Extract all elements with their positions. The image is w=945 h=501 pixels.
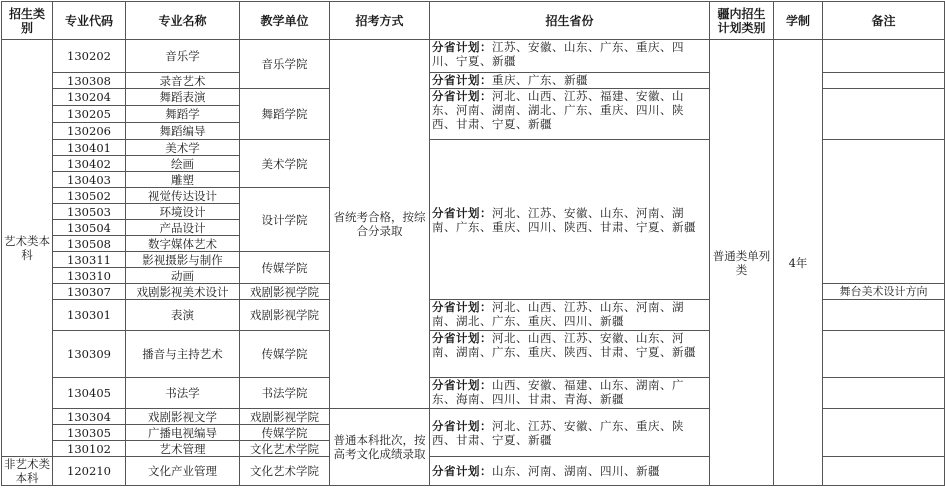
major-code: 130301: [53, 300, 126, 331]
header-code: 专业代码: [53, 2, 126, 40]
major-name: 舞蹈编导: [126, 123, 240, 140]
major-code: 130305: [53, 425, 126, 441]
major-code: 130311: [53, 252, 126, 268]
major-code: 130206: [53, 123, 126, 140]
province-list: 河北、江苏、安徽、广东、重庆、陕西、甘肃、宁夏、新疆: [432, 418, 684, 447]
header-method: 招考方式: [330, 2, 430, 40]
plan-label: 分省计划：: [432, 205, 492, 220]
remark-cell: [823, 331, 945, 378]
remark-cell: [823, 378, 945, 409]
unit-calligraphy: 书法学院: [240, 378, 330, 409]
major-code: 130102: [53, 441, 126, 457]
major-name: 视觉传达设计: [126, 188, 240, 204]
major-code: 130403: [53, 172, 126, 188]
major-code: 130202: [53, 40, 126, 73]
major-name: 表演: [126, 300, 240, 331]
unit-media: 传媒学院: [240, 331, 330, 378]
unit-fineart: 美术学院: [240, 140, 330, 188]
unit-culture: 文化艺术学院: [240, 457, 330, 486]
major-name: 绘画: [126, 156, 240, 172]
plan-label: 分省计划：: [432, 418, 492, 433]
plan-label: 分省计划：: [432, 40, 492, 54]
major-name: 戏剧影视文学: [126, 409, 240, 425]
major-name: 艺术管理: [126, 441, 240, 457]
province-list: 重庆、广东、新疆: [492, 73, 588, 87]
remark-cell: [823, 89, 945, 140]
major-name: 环境设计: [126, 204, 240, 220]
major-code: 130401: [53, 140, 126, 156]
province-group-7: [430, 378, 710, 409]
major-name: 音乐学: [126, 40, 240, 73]
major-code: 130310: [53, 268, 126, 284]
remark-cell: [823, 140, 945, 284]
major-name: 动画: [126, 268, 240, 284]
header-row: [2, 2, 945, 40]
major-code: 130402: [53, 156, 126, 172]
major-code: 130307: [53, 284, 126, 300]
major-code: 130503: [53, 204, 126, 220]
unit-dance: 舞蹈学院: [240, 89, 330, 140]
plan-label: 分省计划：: [432, 89, 492, 103]
major-code: 130304: [53, 409, 126, 425]
major-name: 播音与主持艺术: [126, 331, 240, 378]
province-list: 山西、安徽、福建、山东、湖南、广东、海南、四川、甘肃、青海、新疆: [432, 378, 684, 406]
major-code: 130308: [53, 73, 126, 89]
remark-cell: [823, 73, 945, 89]
plan-label: 分省计划：: [432, 331, 492, 345]
major-code: 130309: [53, 331, 126, 378]
province-group-2: [430, 73, 710, 89]
unit-culture: 文化艺术学院: [240, 441, 330, 457]
remark-cell: [823, 300, 945, 331]
header-unit: 教学单位: [240, 2, 330, 40]
header-category: 招生类别: [2, 2, 53, 40]
major-name: 产品设计: [126, 220, 240, 236]
major-code: 120210: [53, 457, 126, 486]
remark-cell: [823, 40, 945, 73]
major-name: 美术学: [126, 140, 240, 156]
province-list: 河北、山西、江苏、山东、河南、湖南、湖北、广东、重庆、四川、新疆: [432, 300, 684, 328]
duration: 4年: [774, 40, 823, 486]
province-group-6: [430, 331, 710, 378]
province-group-1: [430, 40, 710, 73]
header-duration: 学制: [774, 2, 823, 40]
major-name: 舞蹈学: [126, 106, 240, 123]
province-list: 江苏、安徽、山东、广东、重庆、四川、宁夏、新疆: [432, 40, 684, 68]
major-code: 130502: [53, 188, 126, 204]
major-name: 影视摄影与制作: [126, 252, 240, 268]
plan-label: 分省计划：: [432, 300, 492, 314]
province-group-9: [430, 457, 710, 486]
header-xinjiang: 疆内招生计划类别: [710, 2, 774, 40]
plan-label: 分省计划：: [432, 73, 492, 87]
major-code: 130405: [53, 378, 126, 409]
plan-label: 分省计划：: [432, 464, 492, 478]
province-list: 河北、山西、江苏、安徽、山东、河南、湖南、广东、重庆、陕西、甘肃、宁夏、新疆: [432, 331, 696, 359]
table-row: [2, 40, 945, 73]
remark-stage-design: 舞台美术设计方向: [823, 284, 945, 300]
admission-plan-table: [1, 1, 945, 486]
category-art: 艺术类本科: [2, 40, 53, 457]
major-name: 广播电视编导: [126, 425, 240, 441]
province-group-3: [430, 89, 710, 140]
major-name: 戏剧影视美术设计: [126, 284, 240, 300]
province-list: 河北、江苏、安徽、山东、河南、湖南、广东、重庆、四川、陕西、甘肃、宁夏、新疆: [432, 205, 696, 234]
plan-label: 分省计划：: [432, 378, 492, 392]
unit-drama: 戏剧影视学院: [240, 284, 330, 300]
header-name: 专业名称: [126, 2, 240, 40]
major-code: 130508: [53, 236, 126, 252]
major-code: 130504: [53, 220, 126, 236]
major-name: 书法学: [126, 378, 240, 409]
method-art: 省统考合格，按综合分录取: [330, 40, 430, 409]
major-name: 舞蹈表演: [126, 89, 240, 106]
major-name: 数字媒体艺术: [126, 236, 240, 252]
major-name: 雕塑: [126, 172, 240, 188]
header-provinces: 招生省份: [430, 2, 710, 40]
unit-media: 传媒学院: [240, 252, 330, 284]
province-group-5: [430, 300, 710, 331]
province-list: 河北、山西、江苏、福建、安徽、山东、河南、湖南、湖北、广东、重庆、四川、陕西、甘肃、宁夏、新疆: [432, 89, 684, 131]
method-nonart: 普通本科批次，按高考文化成绩录取: [330, 409, 430, 486]
major-name: 文化产业管理: [126, 457, 240, 486]
province-group-4: [430, 140, 710, 300]
remark-cell: [823, 457, 945, 486]
header-remark: 备注: [823, 2, 945, 40]
unit-drama: 戏剧影视学院: [240, 409, 330, 425]
major-code: 130205: [53, 106, 126, 123]
unit-drama: 戏剧影视学院: [240, 300, 330, 331]
major-code: 130204: [53, 89, 126, 106]
unit-design: 设计学院: [240, 188, 330, 252]
major-name: 录音艺术: [126, 73, 240, 89]
remark-cell: [823, 409, 945, 457]
category-nonart: 非艺术类本科: [2, 457, 53, 486]
xinjiang-plan-type: 普通类单列类: [710, 40, 774, 486]
unit-media: 传媒学院: [240, 425, 330, 441]
province-list: 山东、河南、湖南、四川、新疆: [492, 464, 660, 478]
unit-music: 音乐学院: [240, 40, 330, 89]
province-group-8: [430, 409, 710, 457]
